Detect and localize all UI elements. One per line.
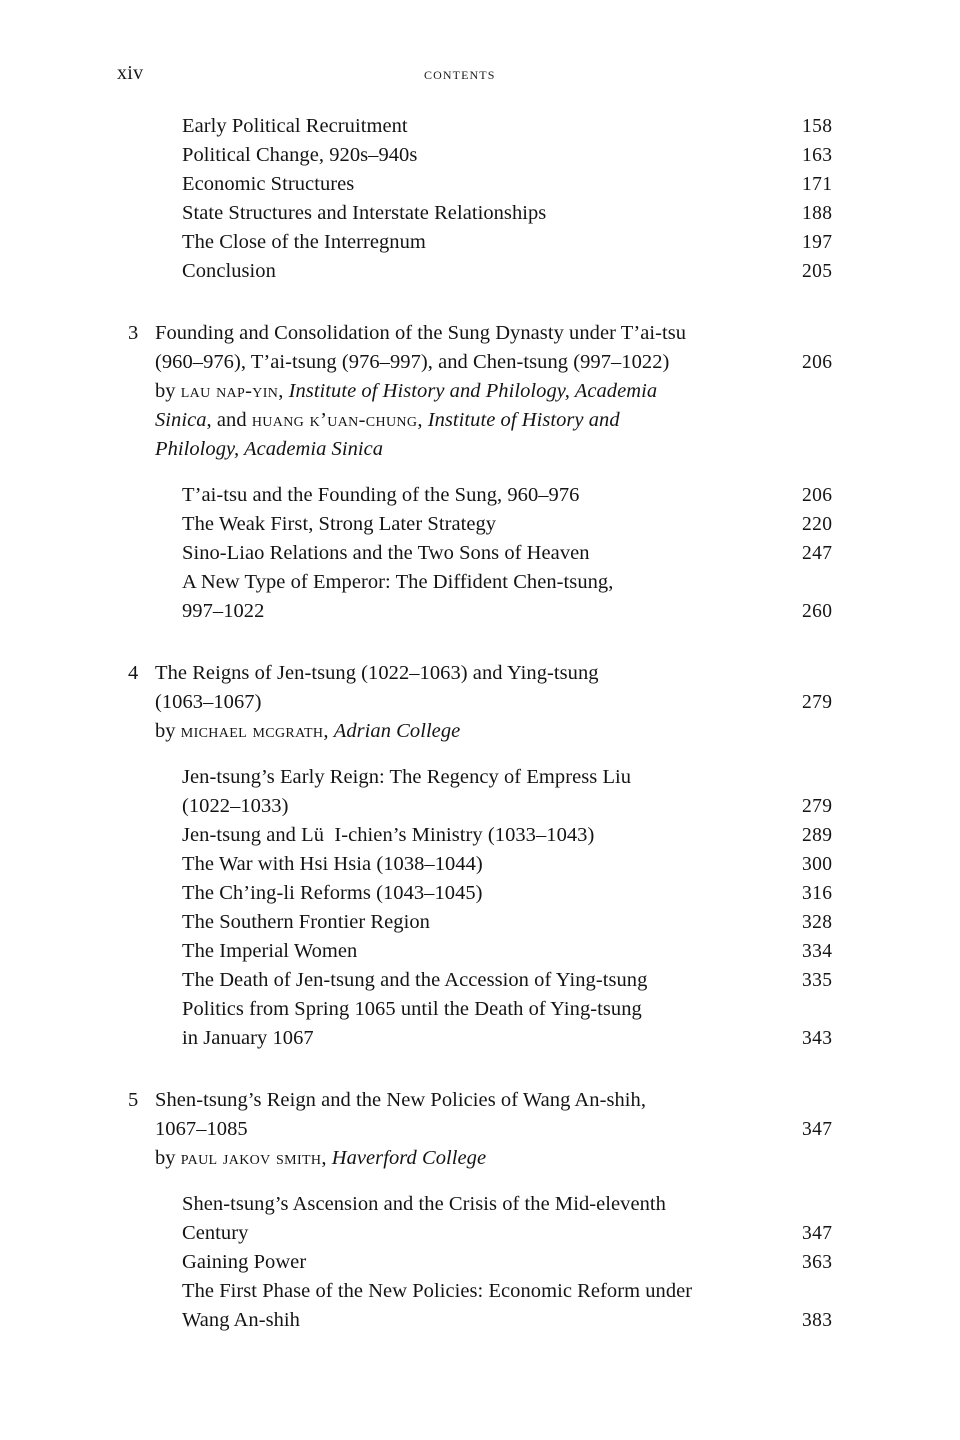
byline-text: ,	[321, 1147, 332, 1169]
entry-title-line: Century	[182, 1222, 249, 1244]
entry-title-line: Politics from Spring 1065 until the Death of Ying-tsung	[182, 998, 642, 1020]
chapter-heading[interactable]	[0, 659, 960, 746]
entry-page-number[interactable]: 343	[802, 1028, 833, 1049]
toc-subsection-entry[interactable]	[0, 539, 960, 568]
spacer	[0, 1173, 960, 1190]
entry-title-line: Wang An-shih	[182, 1309, 300, 1331]
byline-text: ,	[278, 380, 289, 402]
author-name: michael mcgrath	[180, 720, 324, 742]
entry-page-number[interactable]: 260	[802, 601, 833, 622]
spacer	[0, 1053, 960, 1086]
spacer	[0, 626, 960, 659]
chapter-title-line: Founding and Consolidation of the Sung Dynasty under T’ai-tsu	[155, 322, 687, 344]
subsection-group	[0, 763, 960, 1053]
entry-title-line: Gaining Power	[182, 1251, 307, 1273]
chapter-number: 3	[128, 322, 139, 344]
chapter-page-number[interactable]: 279	[802, 692, 833, 713]
entry-title-line: The Death of Jen-tsung and the Accession of Ying-tsung	[182, 969, 648, 991]
toc-subsection-entry[interactable]	[0, 481, 960, 510]
subsection-group	[0, 481, 960, 626]
entry-title-line: T’ai-tsu and the Founding of the Sung, 960–976	[182, 484, 580, 506]
entry-page-number[interactable]: 163	[802, 145, 833, 166]
entry-page-number[interactable]: 328	[802, 912, 833, 933]
byline-text: ,	[417, 409, 428, 431]
entry-page-number[interactable]: 335	[802, 970, 833, 991]
toc-subsection-entry[interactable]	[0, 170, 960, 199]
toc-subsection-entry[interactable]	[0, 879, 960, 908]
entry-page-number[interactable]: 279	[802, 796, 833, 817]
spacer	[0, 464, 960, 481]
chapter-block	[0, 659, 960, 1053]
byline-line	[0, 435, 960, 464]
toc-subsection-entry[interactable]	[0, 141, 960, 170]
chapter-page-number[interactable]: 347	[802, 1119, 833, 1140]
byline-text: ,	[323, 720, 334, 742]
toc-subsection-entry[interactable]	[0, 1190, 960, 1248]
entry-page-number[interactable]: 171	[802, 174, 833, 195]
running-head	[0, 62, 960, 88]
entry-title-line: The Close of the Interregnum	[182, 231, 426, 253]
affiliation: Institute of History and	[427, 409, 620, 431]
affiliation: Haverford College	[331, 1147, 487, 1169]
byline-text: by	[155, 1147, 181, 1169]
toc-subsection-entry[interactable]	[0, 908, 960, 937]
chapter-title	[0, 319, 960, 464]
author-name: paul jakov smith	[180, 1147, 322, 1169]
chapter-number: 4	[128, 662, 139, 684]
toc-subsection-entry[interactable]	[0, 966, 960, 995]
spacer	[0, 746, 960, 763]
toc-subsection-entry[interactable]	[0, 228, 960, 257]
entry-page-number[interactable]: 334	[802, 941, 833, 962]
chapter-heading[interactable]	[0, 319, 960, 464]
toc-subsection-entry[interactable]	[0, 112, 960, 141]
chapter-block	[0, 1086, 960, 1335]
entry-title-line: The Imperial Women	[182, 940, 358, 962]
entry-page-number[interactable]: 316	[802, 883, 833, 904]
author-name: huang k’uan-chung	[251, 409, 418, 431]
chapter-heading[interactable]	[0, 1086, 960, 1173]
entry-title-line: The Weak First, Strong Later Strategy	[182, 513, 497, 535]
entry-title-line: State Structures and Interstate Relationships	[182, 202, 547, 224]
entry-page-number[interactable]: 347	[802, 1223, 833, 1244]
entry-title-line: 997–1022	[182, 600, 265, 622]
chapter-title-line: The Reigns of Jen-tsung (1022–1063) and Ying-tsung	[155, 662, 599, 684]
entry-page-number[interactable]: 220	[802, 514, 833, 535]
entry-page-number[interactable]: 158	[802, 116, 833, 137]
chapter-block	[0, 319, 960, 626]
byline-line	[0, 1144, 960, 1173]
toc-subsection-entry[interactable]	[0, 850, 960, 879]
entry-page-number[interactable]: 247	[802, 543, 833, 564]
entry-title-line: The Ch’ing-li Reforms (1043–1045)	[182, 882, 483, 904]
byline-line	[0, 377, 960, 406]
toc-subsection-entry[interactable]	[0, 199, 960, 228]
spacer	[0, 286, 960, 319]
chapter-page-number[interactable]: 206	[802, 352, 833, 373]
toc-subsection-entry[interactable]	[0, 995, 960, 1053]
entry-title-line: The War with Hsi Hsia (1038–1044)	[182, 853, 483, 875]
chapter-title-line: Shen-tsung’s Reign and the New Policies of Wang An-shih,	[155, 1089, 647, 1111]
running-head-title: contents	[424, 64, 496, 83]
entry-page-number[interactable]: 300	[802, 854, 833, 875]
entry-title-line: A New Type of Emperor: The Diffident Chen-tsung,	[182, 571, 614, 593]
author-name: lau nap-yin	[180, 380, 279, 402]
toc-subsection-entry[interactable]	[0, 510, 960, 539]
entry-page-number[interactable]: 197	[802, 232, 833, 253]
subsection-group	[0, 112, 960, 286]
affiliation: Philology, Academia Sinica	[155, 438, 384, 460]
subsection-group	[0, 1190, 960, 1335]
toc-subsection-entry[interactable]	[0, 937, 960, 966]
chapter-title-line: (960–976), T’ai-tsung (976–997), and Chen-tsung (997–1022)	[155, 351, 670, 373]
entry-page-number[interactable]: 363	[802, 1252, 833, 1273]
entry-title-line: The Southern Frontier Region	[182, 911, 430, 933]
entry-title-line: Jen-tsung and Lü I-chien’s Ministry (1033–1043)	[182, 824, 595, 846]
entry-title-line: Early Political Recruitment	[182, 115, 408, 137]
entry-title-line: The First Phase of the New Policies: Economic Reform under	[182, 1280, 693, 1302]
entry-title-line: Jen-tsung’s Early Reign: The Regency of Empress Liu	[182, 766, 632, 788]
affiliation: Institute of History and Philology, Academia	[288, 380, 658, 402]
entry-title-line: (1022–1033)	[182, 795, 289, 817]
affiliation: Sinica	[155, 409, 207, 431]
byline-line	[0, 717, 960, 746]
entry-title-line: in January 1067	[182, 1027, 314, 1049]
entry-page-number[interactable]: 188	[802, 203, 833, 224]
toc-subsection-entry[interactable]	[0, 1277, 960, 1335]
byline-text: by	[155, 380, 181, 402]
entry-title-line: Shen-tsung’s Ascension and the Crisis of the Mid-eleventh	[182, 1193, 666, 1215]
toc-subsection-entry[interactable]	[0, 821, 960, 850]
toc-subsection-entry[interactable]	[0, 257, 960, 286]
toc-subsection-entry[interactable]	[0, 1248, 960, 1277]
entry-page-number[interactable]: 289	[802, 825, 833, 846]
chapter-title-line: 1067–1085	[155, 1118, 248, 1140]
chapter-title-line: (1063–1067)	[155, 691, 262, 713]
entry-page-number[interactable]: 383	[802, 1310, 833, 1331]
entry-page-number[interactable]: 205	[802, 261, 833, 282]
entry-title-line: Economic Structures	[182, 173, 355, 195]
entry-title-line: Political Change, 920s–940s	[182, 144, 418, 166]
byline-text: by	[155, 720, 181, 742]
affiliation: Adrian College	[333, 720, 461, 742]
folio-number: xiv	[117, 62, 144, 84]
entry-title-line: Conclusion	[182, 260, 276, 282]
table-of-contents	[0, 112, 960, 1335]
toc-subsection-entry[interactable]	[0, 568, 960, 626]
entry-title-line: Sino-Liao Relations and the Two Sons of Heaven	[182, 542, 590, 564]
byline-line	[0, 406, 960, 435]
chapter-number: 5	[128, 1089, 139, 1111]
toc-subsection-entry[interactable]	[0, 763, 960, 821]
byline-text: , and	[206, 409, 252, 431]
entry-page-number[interactable]: 206	[802, 485, 833, 506]
